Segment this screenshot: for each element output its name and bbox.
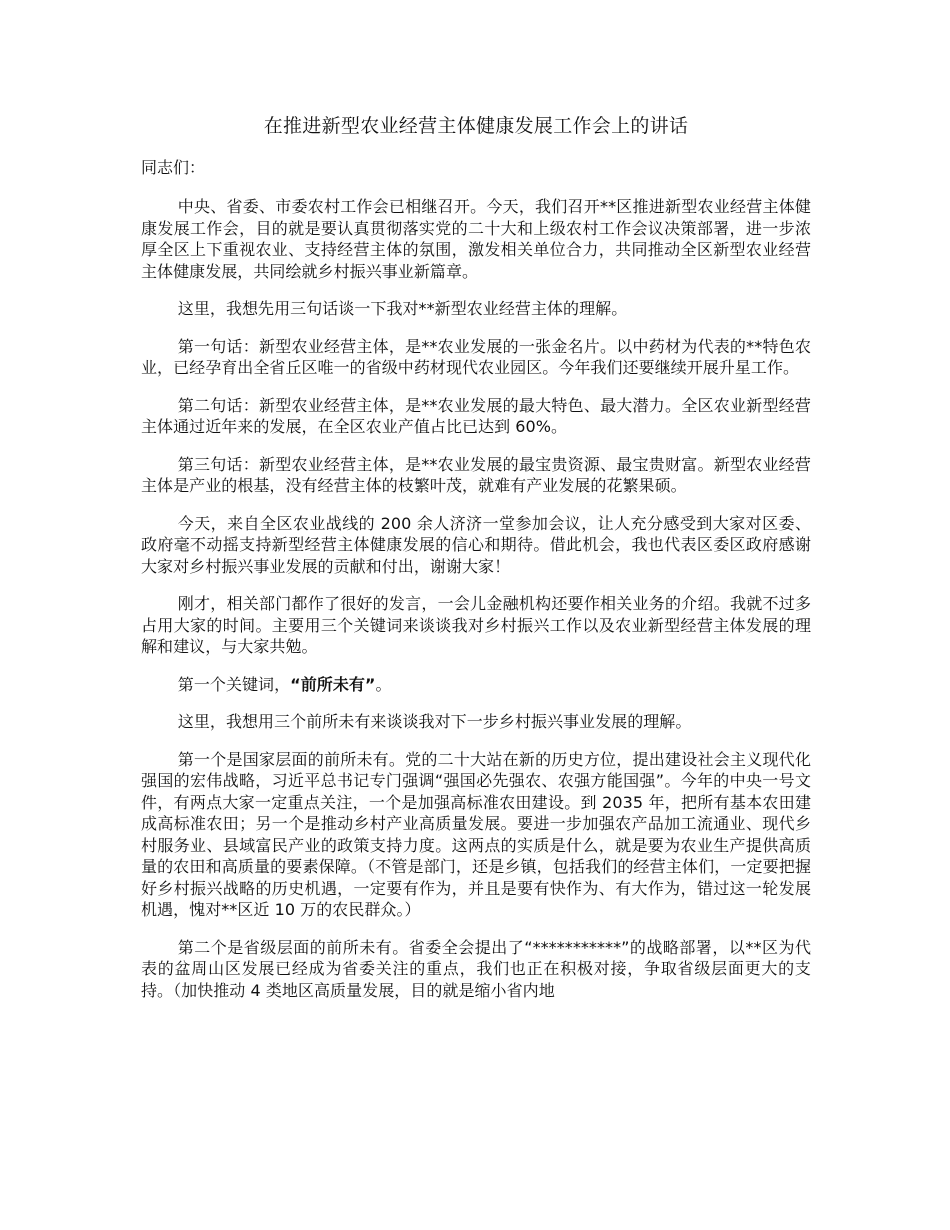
document-title: 在推进新型农业经营主体健康发展工作会上的讲话 — [263, 115, 689, 137]
keyword-term: “前所未有” — [290, 674, 376, 694]
paragraph-first-keyword — [141, 674, 811, 696]
paragraph-provincial-level: 第二个是省级层面的前所未有。省委全会提出了“***********”的战略部署，以**区为代表的盆周山区发展已经成为省委关注的重点，我们也正在积极对接，争取省级层面更大的支持。（加快推动 4 类地区高质量发展，目的就是缩小省内地 — [141, 937, 811, 1000]
paragraph-attendance: 今天，来自全区农业战线的 200 余人济济一堂参加会议，让人充分感受到大家对区委、政府毫不动摇支持新型经营主体健康发展的信心和期待。借此机会，我也代表区委区政府感谢大家对乡村振兴事业发展的贡献和付出，谢谢大家！ — [141, 513, 811, 576]
paragraph-first-sentence: 第一句话：新型农业经营主体，是**农业发展的一张金名片。以中药材为代表的**特色农业，已经孕育出全省丘区唯一的省级中药材现代农业园区。今年我们还要继续开展升星工作。 — [141, 336, 811, 377]
salutation: 同志们： — [141, 158, 206, 177]
paragraph-keywords-intro: 刚才，相关部门都作了很好的发言，一会儿金融机构还要作相关业务的介绍。我就不过多占用大家的时间。主要用三个关键词来谈谈我对乡村振兴工作以及农业新型经营主体发展的理解和建议，与大家共勉。 — [141, 594, 811, 656]
paragraph-three-unprecedented: 这里，我想用三个前所未有来谈谈我对下一步乡村振兴事业发展的理解。 — [177, 712, 692, 731]
paragraph-second-sentence: 第二句话：新型农业经营主体，是**农业发展的最大特色、最大潜力。全区农业新型经营主体通过近年来的发展，在全区农业产值占比已达到 60%。 — [141, 395, 811, 436]
paragraph-opening: 中央、省委、市委农村工作会已相继召开。今天，我们召开**区推进新型农业经营主体健康发展工作会，目的就是要认真贯彻落实党的二十大和上级农村工作会议决策部署，进一步浓厚全区上下重视农业、支持经营主体的氛围，激发相关单位合力，共同推动全区新型农业经营主体健康发展，共同绘就乡村振兴事业新篇章。 — [141, 197, 811, 281]
keyword-end: 。 — [375, 674, 392, 694]
paragraph-third-sentence: 第三句话：新型农业经营主体，是**农业发展的最宝贵资源、最宝贵财富。新型农业经营主体是产业的根基，没有经营主体的枝繁叶茂，就难有产业发展的花繁果硕。 — [141, 454, 811, 495]
document-body — [141, 112, 811, 1017]
paragraph-national-level: 第一个是国家层面的前所未有。党的二十大站在新的历史方位，提出建设社会主义现代化强国的宏伟战略，习近平总书记专门强调“强国必先强农、农强方能国强”。今年的中央一号文件，有两点大家一定重点关注，一个是加强高标准农田建设。到 2035 年，把所有基本农田建成高标准农田；另一个是推动乡村产业高质量发展。要进一步加强农产品加工流通业、现代乡村服务业、县域富民产业的政策支持力度。这两点的实质是什么，就是要为农业生产提供高质量的农田和高质量的要素保障。（不管是部门，还是乡镇，包括我们的经营主体们，一定要把握好乡村振兴战略的历史机遇，一定要有作为，并且是要有快作为、有大作为，错过这一轮发展机遇，愧对**区近 10 万的农民群众。） — [141, 749, 811, 919]
paragraph-intro-three-sentences: 这里，我想先用三句话谈一下我对**新型农业经营主体的理解。 — [177, 299, 628, 318]
keyword-intro: 第一个关键词， — [177, 674, 291, 694]
